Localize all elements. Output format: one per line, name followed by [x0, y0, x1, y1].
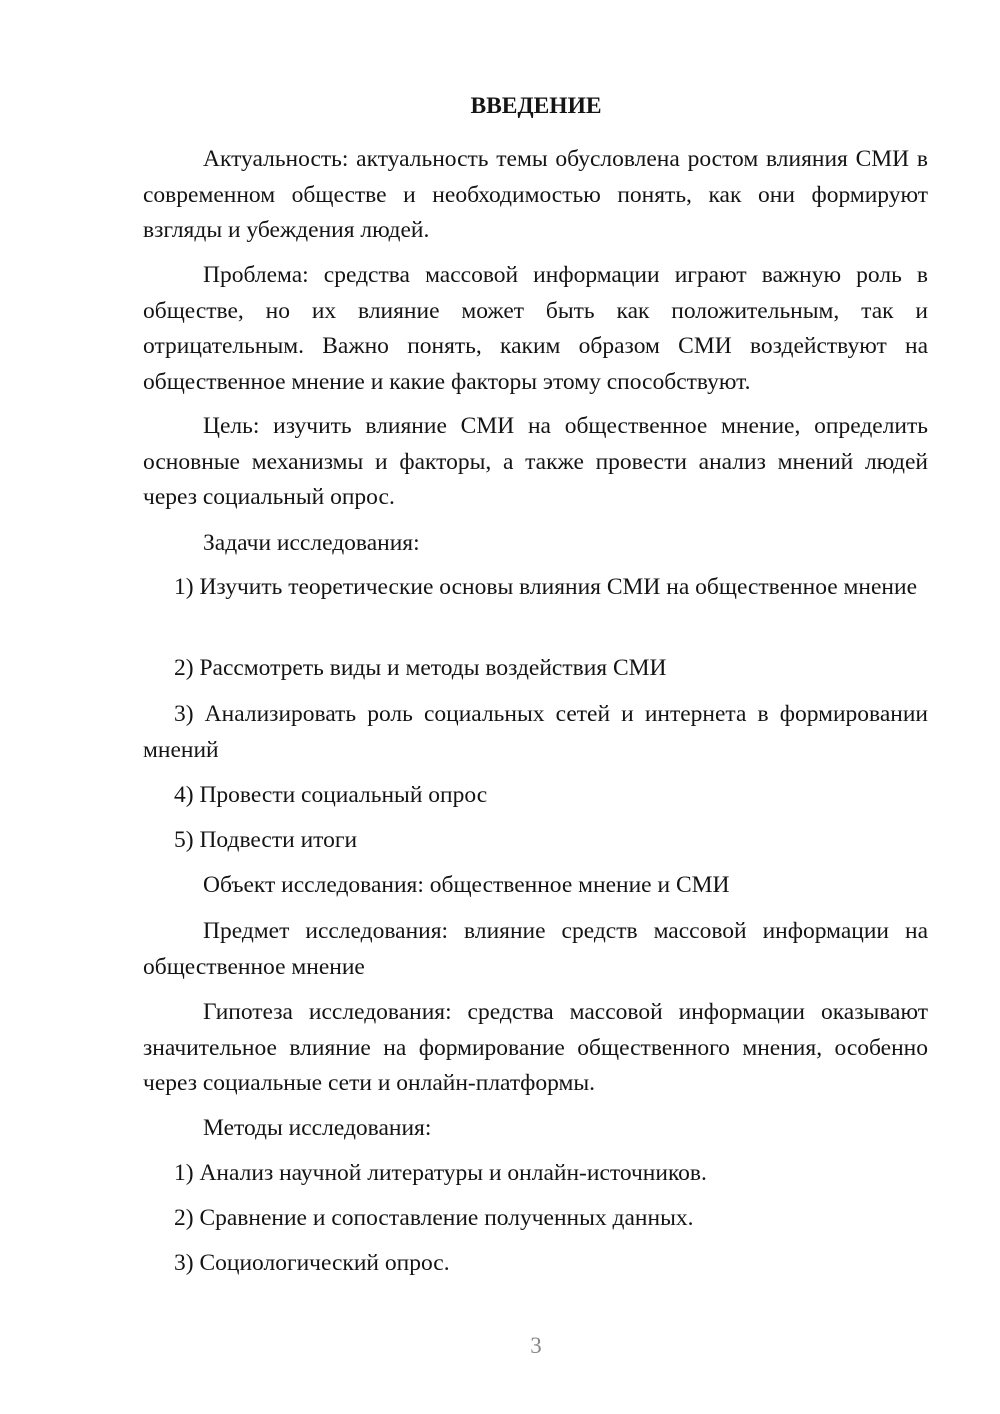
list-item-task-3: 3) Анализировать роль социальных сетей и интернета в формировании мнений: [143, 701, 928, 763]
list-item-task-4: 4) Провести социальный опрос: [174, 782, 488, 808]
section-title: ВВЕДЕНИЕ: [470, 93, 602, 119]
paragraph-problem: Проблема: средства массовой информации играют важную роль в обществе, но их влияние может быть как положительным, так и отрицательным. Важно понять, каким образом СМИ воздействуют на общественное мнение и какие факторы этому способствуют.: [143, 262, 928, 395]
list-item-method-3: 3) Социологический опрос.: [174, 1250, 450, 1276]
paragraph-methods-heading: Методы исследования:: [203, 1115, 432, 1141]
paragraph-hypothesis: Гипотеза исследования: средства массовой информации оказывают значительное влияние на формирование общественного мнения, особенно через социальные сети и онлайн-платформы.: [143, 999, 928, 1096]
page-number: 3: [530, 1333, 542, 1358]
list-item-method-1: 1) Анализ научной литературы и онлайн-источников.: [174, 1160, 707, 1186]
paragraph-relevance: Актуальность: актуальность темы обусловлена ростом влияния СМИ в современном обществе и необходимостью понять, как они формируют взгляды и убеждения людей.: [143, 146, 928, 243]
list-item-method-2: 2) Сравнение и сопоставление полученных данных.: [174, 1205, 694, 1231]
paragraph-goal: Цель: изучить влияние СМИ на общественное мнение, определить основные механизмы и факторы, а также провести анализ мнений людей через социальный опрос.: [143, 413, 928, 510]
list-item-task-2: 2) Рассмотреть виды и методы воздействия СМИ: [174, 655, 667, 681]
paragraph-subject: Предмет исследования: влияние средств массовой информации на общественное мнение: [143, 918, 928, 980]
list-item-task-1: 1) Изучить теоретические основы влияния СМИ на общественное мнение: [174, 574, 918, 600]
list-item-task-5: 5) Подвести итоги: [174, 827, 358, 853]
paragraph-object: Объект исследования: общественное мнение и СМИ: [203, 872, 730, 898]
paragraph-tasks-heading: Задачи исследования:: [203, 530, 420, 556]
